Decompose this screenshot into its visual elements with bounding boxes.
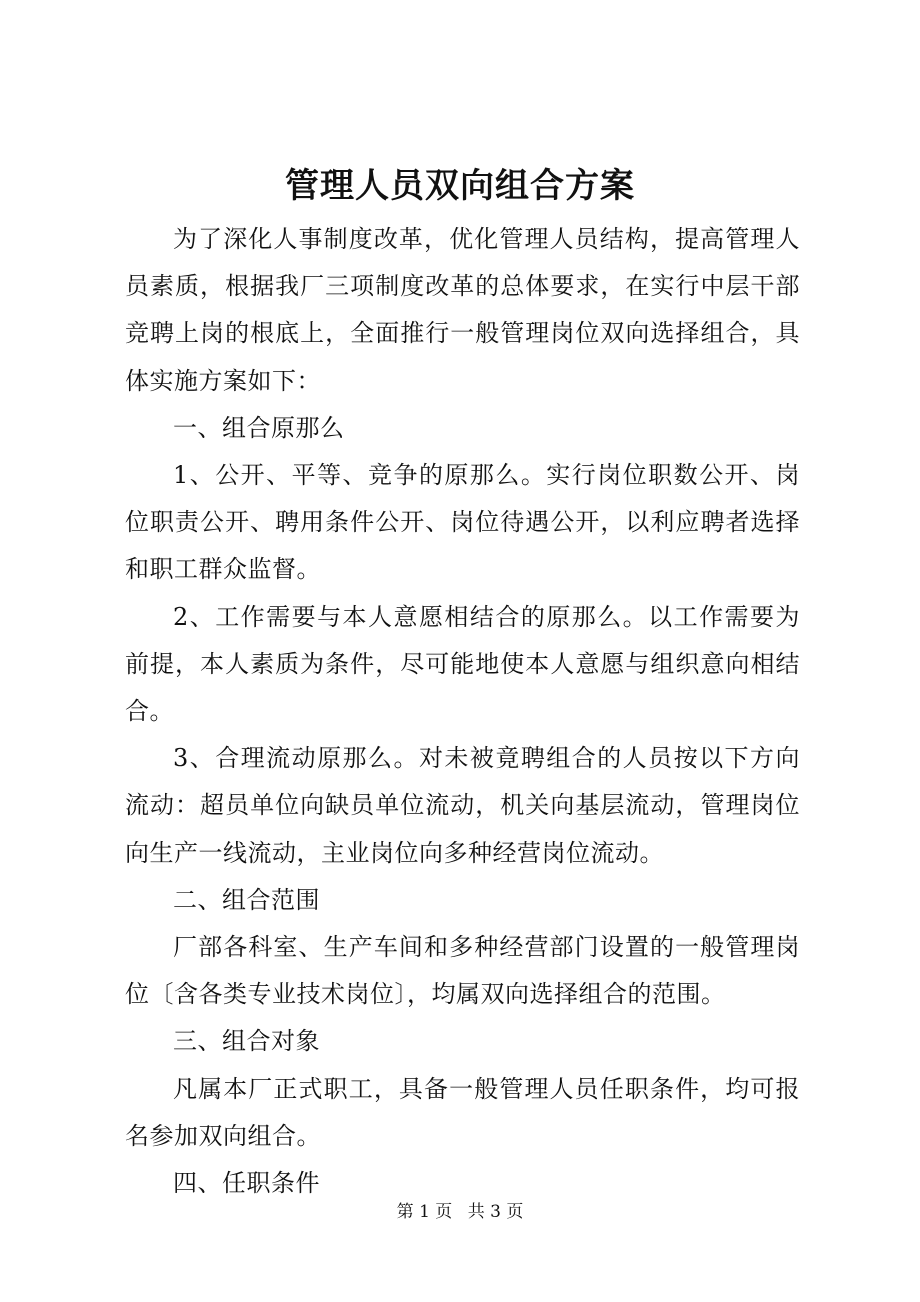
section-heading-scope: 二、组合范围 xyxy=(173,885,320,914)
paragraph-principle-1: 1、公开、平等、竞争的原那么。实行岗位职数公开、岗位职责公开、聘用条件公开、岗位待遇公开，以利应聘者选择和职工群众监督。 xyxy=(125,461,800,584)
paragraph-intro: 为了深化人事制度改革，优化管理人员结构，提高管理人员素质，根据我厂三项制度改革的总体要求，在实行中层干部竞聘上岗的根底上，全面推行一般管理岗位双向选择组合，具体实施方案如下： xyxy=(125,225,800,395)
page-total: 共 3 页 xyxy=(467,1202,524,1222)
paragraph-principle-2: 2、工作需要与本人意愿相结合的原那么。以工作需要为前提，本人素质为条件，尽可能地使本人意愿与组织意向相结合。 xyxy=(125,602,800,726)
page-footer xyxy=(0,1198,920,1226)
paragraph-principle-3: 3、合理流动原那么。对未被竟聘组合的人员按以下方向流动：超员单位向缺员单位流动，机关向基层流动，管理岗位向生产一线流动，主业岗位向多种经营岗位流动。 xyxy=(125,744,800,867)
section-heading-qualifications: 四、任职条件 xyxy=(173,1169,320,1198)
document-title: 管理人员双向组合方案 xyxy=(285,166,635,206)
document-body xyxy=(125,216,800,1207)
section-heading-principles: 一、组合原那么 xyxy=(173,413,345,442)
paragraph-scope: 厂部各科室、生产车间和多种经营部门设置的一般管理岗位〔含各类专业技术岗位〕，均属双向选择组合的范围。 xyxy=(125,933,800,1009)
paragraph-targets: 凡属本厂正式职工，具备一般管理人员任职条件，均可报名参加双向组合。 xyxy=(125,1074,800,1150)
page-number: 第 1 页 xyxy=(396,1202,453,1222)
section-heading-targets: 三、组合对象 xyxy=(173,1027,320,1056)
